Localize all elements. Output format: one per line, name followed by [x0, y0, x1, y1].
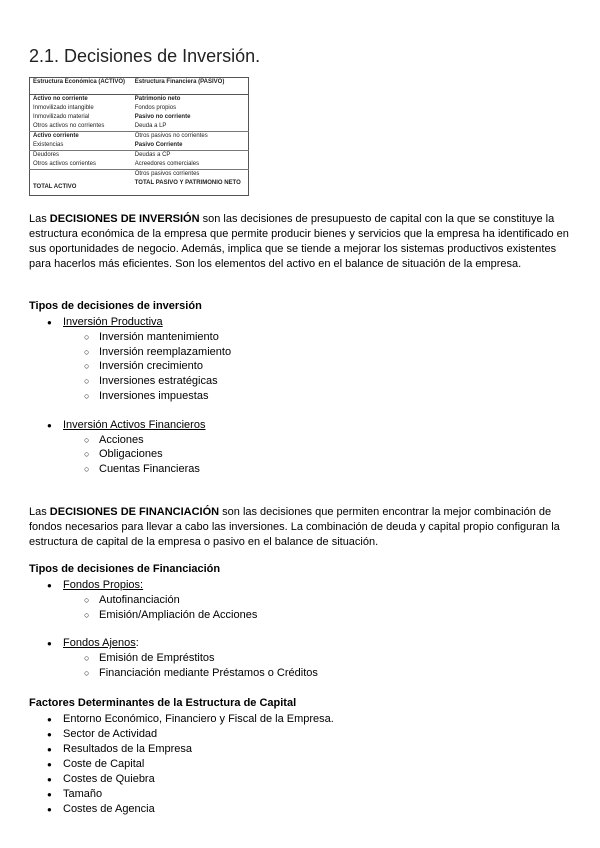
table-cell: Otros activos corrientes	[33, 161, 97, 167]
table-cell: Existencias	[33, 142, 64, 148]
list-item: ● Costes de Agencia	[47, 802, 334, 817]
heading-tipos-financiacion: Tipos de decisiones de Financiación	[29, 563, 221, 575]
heading-factores: Factores Determinantes de la Estructura de Capital	[29, 697, 297, 709]
list-item: ○ Emisión/Ampliación de Acciones	[84, 608, 318, 623]
list-item: ● Costes de Quiebra	[47, 772, 334, 787]
table-header-row	[30, 78, 249, 95]
table-cell: Pasivo no corriente	[134, 114, 191, 120]
bold-term: DECISIONES DE INVERSIÓN	[49, 213, 200, 225]
list-item: ● Sector de Actividad	[47, 727, 334, 742]
list-item: ○ Autofinanciación	[84, 593, 318, 608]
table-total-row	[30, 179, 249, 196]
table-cell: Deudores	[30, 151, 132, 161]
sublist	[84, 651, 318, 680]
table-row	[30, 113, 249, 122]
list-item: ○ Emisión de Empréstitos	[84, 651, 318, 666]
list-item: ○ Financiación mediante Préstamos o Créditos	[84, 666, 318, 681]
table-row	[30, 95, 249, 105]
table-cell	[30, 170, 132, 180]
list-item: ○ Inversiones impuestas	[84, 389, 231, 404]
heading-tipos-inversion: Tipos de decisiones de inversión	[29, 300, 202, 312]
table-cell: Otros pasivos corrientes	[132, 170, 249, 180]
list-item: ● Coste de Capital	[47, 757, 334, 772]
list-item: ○ Inversión crecimiento	[84, 359, 231, 374]
list-factores	[47, 712, 334, 817]
table-cell: Deudas a CP	[132, 151, 249, 161]
table-row	[30, 141, 249, 151]
paragraph-financiacion: Las DECISIONES DE FINANCIACIÓN son las decisiones que permiten encontrar la mejor combinación de fondos necesarios para llevar a cabo las inversiones. La combinación de deuda y capital propio configuran la estructura de capital de la empresa o pasivo en el balance de situación.	[29, 506, 560, 548]
list-item-label: Fondos Ajenos	[63, 637, 136, 650]
table-row	[30, 151, 249, 161]
list-tipos-inversion	[47, 315, 231, 477]
list-item: ● Entorno Económico, Financiero y Fiscal de la Empresa.	[47, 712, 334, 727]
table-row	[30, 160, 249, 170]
table-cell: Patrimonio neto	[134, 96, 181, 102]
list-item: ● Resultados de la Empresa	[47, 742, 334, 757]
table-cell: Acreedores comerciales	[134, 161, 200, 167]
balance-table	[29, 77, 249, 196]
list-item: ○ Inversiones estratégicas	[84, 374, 231, 389]
list-item: ● Tamaño	[47, 787, 334, 802]
bold-term: DECISIONES DE FINANCIACIÓN	[49, 506, 220, 518]
section-title: 2.1. Decisiones de Inversión.	[29, 46, 261, 66]
table-row	[30, 132, 249, 142]
sublist	[84, 330, 231, 404]
table-cell: Otros pasivos no corrientes	[132, 132, 249, 142]
paragraph-inversion: Las DECISIONES DE INVERSIÓN son las decisiones de presupuesto de capital con la que se constituye la estructura económica de la empresa que permite producir bienes y servicios que la empresa ha identificado en sus oportunidades de negocio. Además, implica que se tiende a mejorar los sistemas productivos existentes para hacerlos más eficientes. Son los elementos del activo en el balance de situación de la empresa.	[29, 213, 569, 270]
sublist	[84, 593, 318, 622]
table-cell: Estructura Económica (ACTIVO)	[30, 78, 132, 95]
list-item: ● Fondos Ajenos: ○ Emisión de Empréstitos ○ Financiación mediante Préstamos o Créditos	[47, 636, 318, 680]
list-item-label: Fondos Propios:	[63, 579, 144, 591]
table-cell: TOTAL ACTIVO	[33, 183, 77, 190]
list-item: ○ Inversión reemplazamiento	[84, 345, 231, 360]
list-item: ○ Inversión mantenimiento	[84, 330, 231, 345]
table-row	[30, 122, 249, 132]
list-item-label: Inversión Activos Financieros	[63, 418, 206, 431]
list-item-label: Inversión Productiva	[63, 316, 163, 328]
table-cell: Fondos propios	[134, 105, 177, 111]
list-tipos-financiacion	[47, 578, 318, 681]
list-item: ○ Cuentas Financieras	[84, 462, 231, 477]
table-cell: Pasivo Corriente	[134, 142, 183, 148]
list-item	[47, 315, 231, 404]
table-row	[30, 104, 249, 113]
list-item	[47, 418, 231, 477]
table-row	[30, 170, 249, 180]
list-item	[47, 578, 318, 622]
table-cell: Inmovilizado material	[33, 114, 90, 120]
table-cell: TOTAL PASIVO Y PATRIMONIO NETO	[134, 180, 241, 186]
table-cell: Activo no corriente	[33, 96, 88, 102]
table-cell: Deuda a LP	[134, 123, 167, 129]
list-item: ○ Obligaciones	[84, 447, 231, 462]
list-item: ○ Acciones	[84, 433, 231, 448]
table-cell: Estructura Financiera (PASIVO)	[132, 78, 249, 95]
table-cell: Otros activos no corrientes	[33, 123, 105, 129]
table-cell: Activo corriente	[30, 132, 132, 142]
table-cell: Inmovilizado intangible	[33, 105, 94, 111]
sublist	[84, 433, 231, 477]
